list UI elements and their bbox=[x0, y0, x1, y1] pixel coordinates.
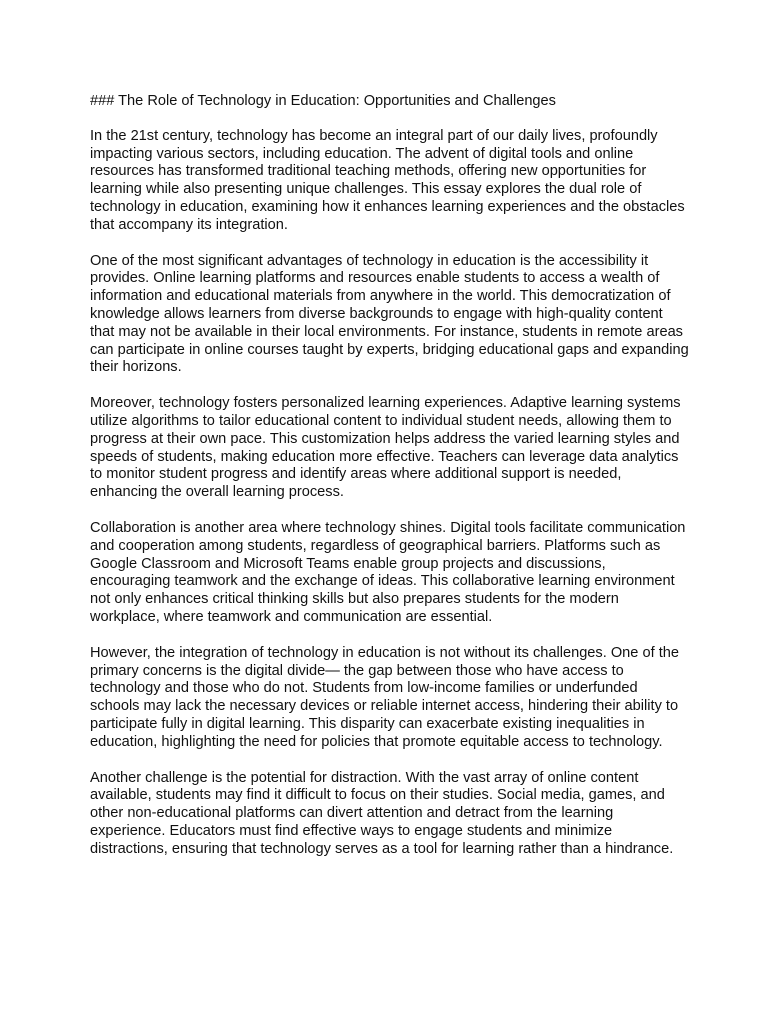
paragraph-accessibility: One of the most significant advantages of technology in education is the accessibility it provides. Online learning platforms and resources enable students to access a wealth of information and educational materials from anywhere in the world. This democratization of knowledge allows learners from diverse backgrounds to engage with high-quality content that may not be available in their local environments. For instance, students in remote areas can participate in online courses taught by experts, bridging educational gaps and expanding their horizons. bbox=[90, 252, 689, 376]
paragraph-distraction: Another challenge is the potential for distraction. With the vast array of online content available, students may find it difficult to focus on their studies. Social media, games, and other non-educational platforms can divert attention and detract from the learning experience. Educators must find effective ways to engage students and minimize distractions, ensuring that technology serves as a tool for learning rather than a hindrance. bbox=[90, 769, 674, 857]
paragraph-digital-divide: However, the integration of technology in education is not without its challenges. One of the primary concerns is the digital divide— the gap between those who have access to technology and those who do not. Students from low-income families or underfunded schools may lack the necessary devices or reliable internet access, hindering their ability to participate fully in digital learning. This disparity can exacerbate existing inequalities in education, highlighting the need for policies that promote equitable access to technology. bbox=[90, 644, 679, 750]
document-page bbox=[90, 93, 690, 876]
document-heading: ### The Role of Technology in Education: Opportunities and Challenges bbox=[90, 93, 556, 109]
paragraph-introduction: In the 21st century, technology has become an integral part of our daily lives, profoundly impacting various sectors, including education. The advent of digital tools and online resources has transformed traditional teaching methods, offering new opportunities for learning while also presenting unique challenges. This essay explores the dual role of technology in education, examining how it enhances learning experiences and the obstacles that accompany its integration. bbox=[90, 127, 685, 233]
paragraph-personalized-learning: Moreover, technology fosters personalized learning experiences. Adaptive learning systems utilize algorithms to tailor educational content to individual student needs, allowing them to progress at their own pace. This customization helps address the varied learning styles and speeds of students, making education more effective. Teachers can leverage data analytics to monitor student progress and identify areas where additional support is needed, enhancing the overall learning process. bbox=[90, 395, 681, 501]
paragraph-collaboration: Collaboration is another area where technology shines. Digital tools facilitate communication and cooperation among students, regardless of geographical barriers. Platforms such as Google Classroom and Microsoft Teams enable group projects and discussions, encouraging teamwork and the exchange of ideas. This collaborative learning environment not only enhances critical thinking skills but also prepares students for the modern workplace, where teamwork and communication are essential. bbox=[90, 519, 686, 625]
